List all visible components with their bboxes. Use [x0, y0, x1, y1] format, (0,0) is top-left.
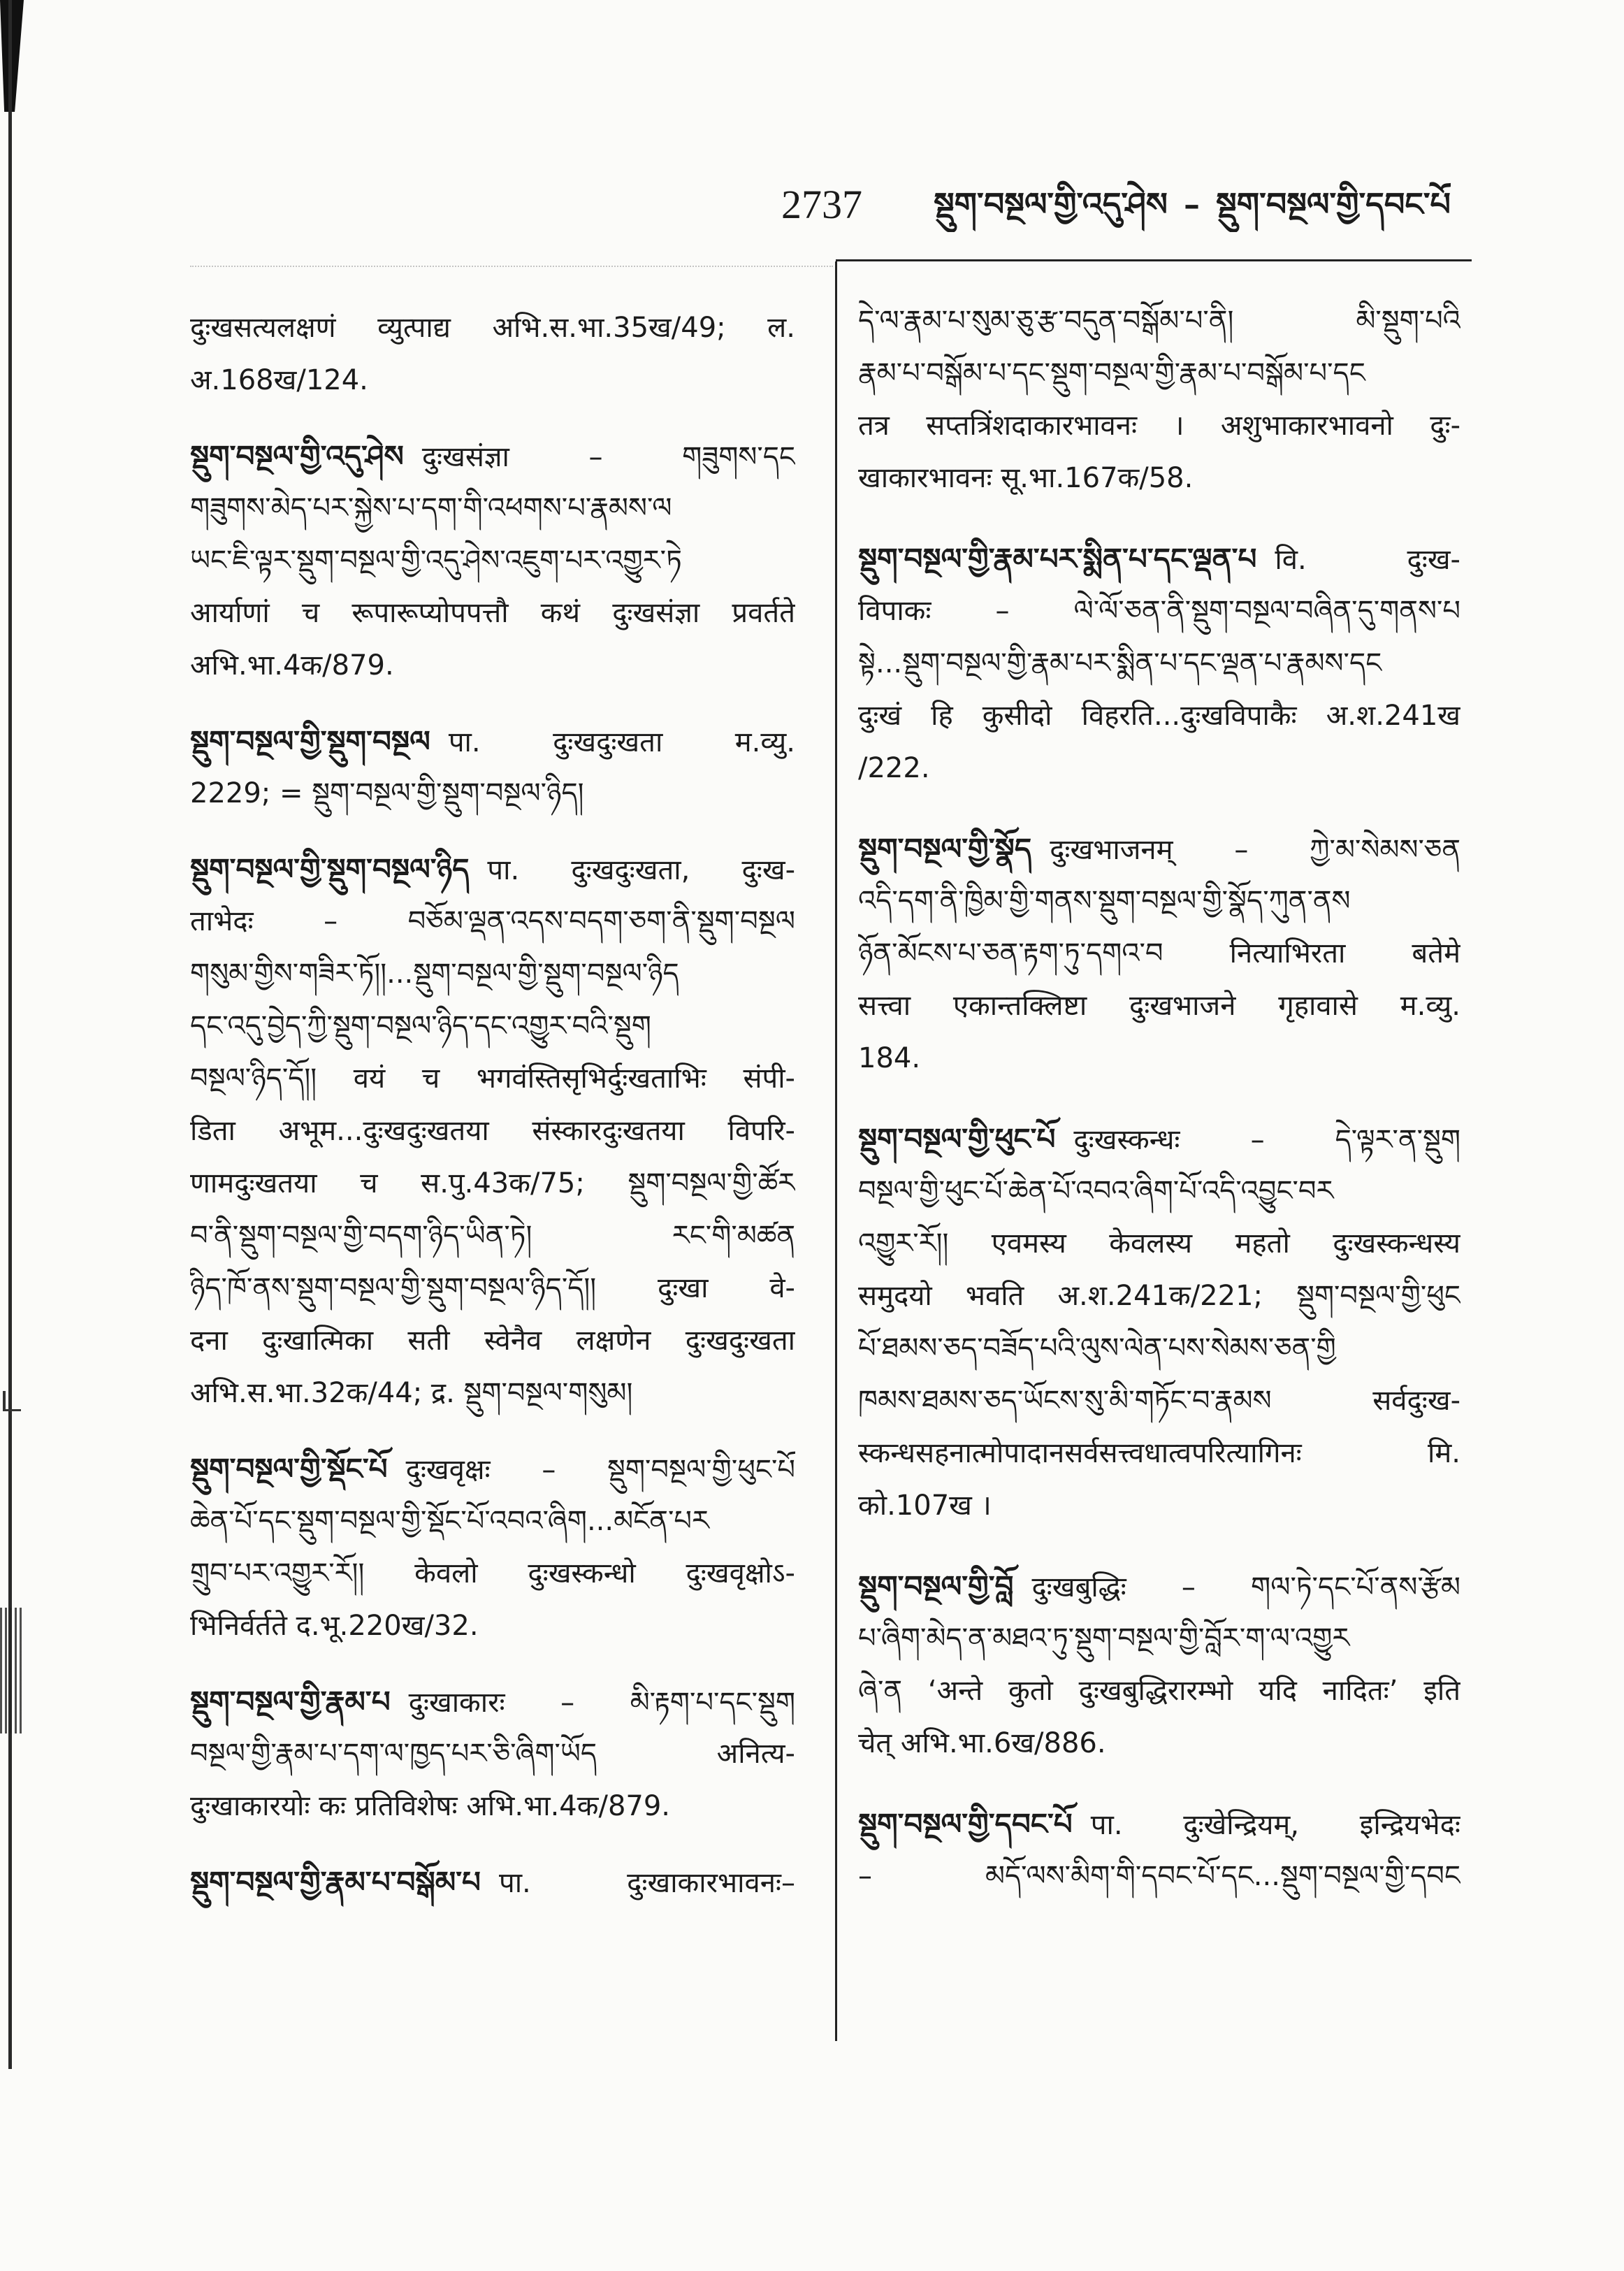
headword: སྡུག་བསྔལ་གྱི་རྣམ་པ་བསྒོམ་པ [190, 1865, 481, 1899]
line-text: སྟེ...སྡུག་བསྔལ་གྱི་རྣམ་པར་སྨིན་པ་དང་ལྡན་པ་རྣམས་དང [858, 647, 1382, 679]
entry-continuation [858, 295, 1460, 505]
headword: སྡུག་བསྔལ་གྱི་སྡུག་བསྔལ [190, 724, 430, 758]
dictionary-line [858, 1665, 1460, 1717]
line-text: णामदुःखतया च स.पु.43क/75; སྡུག་བསྔལ་གྱི་ཚོར [190, 1167, 795, 1199]
dictionary-line [858, 1322, 1460, 1375]
dictionary-line [190, 1728, 795, 1780]
line-text: को.107ख । [858, 1490, 992, 1522]
dictionary-line [858, 1375, 1460, 1427]
line-text: – མདོ་ལས་མིག་གི་དབང་པོ་དང...སྡུག་བསྔལ་གྱི་དབང [858, 1860, 1460, 1892]
line-text: 184. [858, 1042, 921, 1074]
line-text: དང་འདུ་བྱེད་ཀྱི་སྡུག་བསྔལ་ཉིད་དང་འགྱུར་བའི་སྡུག [190, 1010, 651, 1042]
line-text: पा. दुःखेन्द्रियम्, इन्द्रियभेदः [1090, 1809, 1460, 1841]
line-text: པོ་ཐམས་ཅད་བཟོད་པའི་ལུས་ལེན་པས་སེམས་ཅན་གྱི [858, 1332, 1336, 1364]
dictionary-line [858, 1270, 1460, 1322]
dictionary-line [858, 980, 1460, 1032]
dictionary-line [858, 1798, 1460, 1850]
line-text: གཟུགས་མེད་པར་སྐྱེས་པ་དག་གི་འཕགས་པ་རྣམས་ལ [190, 492, 672, 524]
dictionary-line [190, 1158, 795, 1210]
dictionary-line [190, 715, 795, 767]
dictionary-line [858, 1032, 1460, 1085]
dictionary-line [190, 354, 795, 407]
dictionary-entry [190, 843, 795, 1420]
dictionary-line [190, 1315, 795, 1367]
line-text: अ.168ख/124. [190, 364, 368, 396]
line-text: རྣམ་པ་བསྒོམ་པ་དང་སྡུག་བསྔལ་གྱི་རྣམ་པ་བསྒོམ་པ་དང [858, 357, 1365, 389]
scan-binding-edge [0, 0, 24, 112]
dictionary-line [858, 452, 1460, 505]
line-text: दुःखाकारः – མི་རྟག་པ་དང་སྡུག [408, 1687, 795, 1719]
dictionary-line [858, 1113, 1460, 1165]
dictionary-entry [858, 1560, 1460, 1770]
scan-artifact [0, 1608, 24, 1733]
line-text: दुःखाकारयोः कः प्रतिविशेषः अभि.भा.4क/879. [190, 1790, 671, 1822]
line-text: चेत् अभि.भा.6ख/886. [858, 1727, 1106, 1759]
line-text: दुःखसत्यलक्षणं व्युत्पाद्य अभि.स.भा.35ख/49; ल. [190, 312, 795, 344]
dictionary-line [858, 1717, 1460, 1770]
dictionary-line [858, 637, 1460, 690]
dictionary-entry [858, 1798, 1460, 1903]
dictionary-line [190, 895, 795, 948]
headword: སྡུག་བསྔལ་གྱི་བློ [858, 1569, 1014, 1603]
dictionary-line [858, 1850, 1460, 1903]
line-text: दुःखबुद्धिः – གལ་ཏེ་དང་པོ་ནས་རྩོམ [1031, 1571, 1460, 1603]
dictionary-line [190, 302, 795, 354]
line-text: འདི་དག་ནི་ཁྱིམ་གྱི་གནས་སྡུག་བསྔལ་གྱི་སྣོད་ཀུན་ནས [858, 885, 1351, 917]
dictionary-entry [858, 823, 1460, 1085]
dictionary-line [190, 1495, 795, 1548]
line-text: 2229; = སྡུག་བསྔལ་གྱི་སྡུག་བསྔལ་ཉིད། [190, 777, 584, 809]
line-text: ཞེ་ན ‘अन्ते कुतो दुःखबुद्धिरारम्भो यदि नादितः’ इति [858, 1675, 1460, 1707]
dictionary-line [190, 1443, 795, 1495]
dictionary-line [858, 1480, 1460, 1532]
dictionary-line [858, 875, 1460, 928]
headword: སྡུག་བསྔལ་གྱི་ཕུང་པོ [858, 1122, 1056, 1156]
headword: སྡུག་བསྔལ་གྱི་སྡུག་བསྔལ་ཉིད [190, 852, 470, 886]
dictionary-entry [190, 715, 795, 820]
line-text: གསུམ་གྱིས་གཟིར་ཏོ།།...སྡུག་བསྔལ་གྱི་སྡུག་བསྔལ་ཉིད [190, 958, 679, 990]
scan-artifact [3, 1391, 21, 1411]
dictionary-line [858, 295, 1460, 347]
dictionary-line [858, 585, 1460, 637]
line-text: दना दुःखात्मिका सती स्वेनैव लक्षणेन दुःखदुःखता [190, 1325, 795, 1357]
dictionary-line [858, 347, 1460, 400]
line-text: དེ་ལ་རྣམ་པ་སུམ་ཅུ་རྩ་བདུན་བསྒོམ་པ་ནི། མི་སྡུག་པའི [858, 305, 1460, 337]
line-text: བསྔལ་ཉིད་དོ།། वयं च भगवंस्तिसृभिर्दुःखताभिः संपी- [190, 1062, 795, 1095]
dictionary-line [190, 1210, 795, 1262]
dictionary-line [858, 400, 1460, 452]
dictionary-entry [190, 1675, 795, 1833]
line-text: པ་ཞིག་མེད་ན་མཐའ་ཏུ་སྡུག་བསྔལ་གྱི་བློར་ག་ལ་འགྱུར [858, 1622, 1350, 1654]
line-text: ཡང་ཇི་ལྟར་སྡུག་བསྔལ་གྱི་འདུ་ཤེས་འཇུག་པར་འགྱུར་ཏེ [190, 545, 682, 577]
header-rule [836, 259, 1472, 261]
headword: སྡུག་བསྔལ་གྱི་འདུ་ཤེས [190, 439, 404, 473]
dictionary-line [190, 1548, 795, 1600]
dictionary-line [190, 430, 795, 482]
line-text: བ་ནི་སྡུག་བསྔལ་གྱི་བདག་ཉིད་ཡིན་ཏེ། རང་གི་མཚན [190, 1220, 795, 1252]
dictionary-line [190, 1367, 795, 1420]
dictionary-line [190, 1780, 795, 1833]
line-text: दुःखभाजनम् – ཀྱེ་མ་སེམས་ཅན [1050, 834, 1460, 866]
line-text: तत्र सप्तत्रिंशदाकारभावनः । अशुभाकारभावनो दुः- [858, 410, 1460, 442]
dictionary-line [858, 823, 1460, 875]
line-text: दुःखवृक्षः – སྡུག་བསྔལ་གྱི་ཕུང་པོ [405, 1454, 795, 1486]
line-text: གྲུབ་པར་འགྱུར་རོ།། केवलो दुःखस्कन्धो दुःखवृक्षोऽ- [190, 1557, 795, 1589]
right-column [858, 295, 1460, 1903]
scan-edge-line [8, 0, 12, 2069]
dictionary-line [858, 533, 1460, 585]
line-text: खाकारभावनः सू.भा.167क/58. [858, 462, 1194, 494]
page-number: 2737 [781, 182, 862, 227]
line-text: ཉོན་མོངས་པ་ཅན་རྟག་ཏུ་དགའ་བ नित्याभिरता बतेमे [858, 937, 1460, 969]
dictionary-line [190, 1600, 795, 1652]
line-text: स्कन्धसहनात्मोपादानसर्वसत्त्वधात्वपरित्यागिनः मि. [858, 1437, 1460, 1469]
dictionary-line [858, 1560, 1460, 1613]
dictionary-line [190, 948, 795, 1000]
dictionary-line [190, 1053, 795, 1105]
headword: སྡུག་བསྔལ་གྱི་སྡོང་པོ [190, 1452, 388, 1486]
line-text: विपाकः – ལེ་ལོ་ཅན་ནི་སྡུག་བསྔལ་བཞིན་དུ་གནས་པ [858, 595, 1460, 627]
dictionary-entry [858, 1113, 1460, 1532]
dictionary-line [858, 1165, 1460, 1218]
headword: སྡུག་བསྔལ་གྱི་དབང་པོ [858, 1807, 1073, 1841]
header-rule-faint [190, 266, 833, 267]
line-text: पा. दुःखदुःखता म.व्यु. [448, 726, 795, 758]
line-text: འགྱུར་རོ།། एवमस्य केवलस्य महतो दुःखस्कन्धस्य [858, 1227, 1460, 1260]
dictionary-line [858, 1218, 1460, 1270]
line-text: ཉིད་ཁོ་ནས་སྡུག་བསྔལ་གྱི་སྡུག་བསྔལ་ཉིད་དོ།། दुःखा वे- [190, 1272, 795, 1304]
dictionary-line [190, 1675, 795, 1728]
dictionary-line [190, 1856, 795, 1908]
line-text: दुःखं हि कुसीदो विहरति...दुःखविपाकैः अ.श.241ख [858, 700, 1460, 732]
line-text: अभि.भा.4क/879. [190, 649, 394, 682]
dictionary-line [190, 843, 795, 895]
headword: སྡུག་བསྔལ་གྱི་རྣམ་པ [190, 1685, 391, 1719]
dictionary-line [190, 767, 795, 820]
headword: སྡུག་བསྔལ་གྱི་སྣོད [858, 832, 1032, 866]
dictionary-line [858, 1427, 1460, 1480]
line-text: आर्याणां च रूपारूप्योपपत्तौ कथं दुःखसंज्ञा प्रवर्तते [190, 597, 795, 629]
line-text: ཆེན་པོ་དང་སྡུག་བསྔལ་གྱི་སྡོང་པོ་འབའ་ཞིག...མངོན་པར [190, 1505, 709, 1537]
dictionary-line [858, 742, 1460, 795]
dictionary-line [190, 535, 795, 587]
dictionary-line [858, 690, 1460, 742]
line-text: पा. दुःखदुःखता, दुःख- [487, 854, 795, 886]
column-divider [835, 261, 837, 2041]
dictionary-entry [190, 1856, 795, 1908]
line-text: सत्त्वा एकान्तक्लिष्टा दुःखभाजने गृहावासे म.व्यु. [858, 990, 1460, 1022]
entry-continuation [190, 302, 795, 407]
dictionary-entry [858, 533, 1460, 795]
line-text: समुदयो भवति अ.श.241क/221; སྡུག་བསྔལ་གྱི་ཕུང [858, 1280, 1460, 1312]
line-text: दुःखस्कन्धः – དེ་ལྟར་ན་སྡུག [1073, 1124, 1460, 1156]
headword: སྡུག་བསྔལ་གྱི་རྣམ་པར་སྨིན་པ་དང་ལྡན་པ [858, 542, 1257, 576]
left-column [190, 302, 795, 1908]
dictionary-entry [190, 1443, 795, 1652]
running-head: སྡུག་བསྔལ་གྱི་འདུ་ཤེས – སྡུག་བསྔལ་གྱི་དབང་པོ [934, 185, 1451, 223]
dictionary-line [858, 1613, 1460, 1665]
dictionary-line [190, 1105, 795, 1158]
line-text: दुःखसंज्ञा – གཟུགས་དང [421, 441, 795, 473]
line-text: བསྔལ་གྱི་ཕུང་པོ་ཆེན་པོ་འབའ་ཞིག་པོ་འདི་འབྱུང་བར [858, 1175, 1334, 1207]
line-text: भिनिर्वर्तते द.भू.220ख/32. [190, 1610, 479, 1642]
dictionary-line [190, 587, 795, 640]
line-text: བསྔལ་གྱི་རྣམ་པ་དག་ལ་ཁྱད་པར་ཅི་ཞིག་ཡོད अनित्य- [190, 1738, 795, 1770]
dictionary-line [858, 928, 1460, 980]
dictionary-line [190, 482, 795, 535]
line-text: अभि.स.भा.32क/44; द्र. སྡུག་བསྔལ་གསུམ། [190, 1377, 633, 1409]
line-text: डिता अभूम...दुःखदुःखतया संस्कारदुःखतया विपरि- [190, 1115, 795, 1147]
line-text: पा. दुःखाकारभावनः– [498, 1867, 795, 1899]
dictionary-entry [190, 430, 795, 692]
dictionary-line [190, 640, 795, 692]
line-text: /222. [858, 752, 930, 784]
line-text: ཁམས་ཐམས་ཅད་ཡོངས་སུ་མི་གཏོང་བ་རྣམས सर्वदुःख- [858, 1385, 1460, 1417]
dictionary-line [190, 1262, 795, 1315]
line-text: ताभेदः – བཅོམ་ལྡན་འདས་བདག་ཅག་ནི་སྡུག་བསྔལ [190, 905, 795, 937]
dictionary-line [190, 1000, 795, 1053]
line-text: वि. दुःख- [1275, 544, 1460, 576]
